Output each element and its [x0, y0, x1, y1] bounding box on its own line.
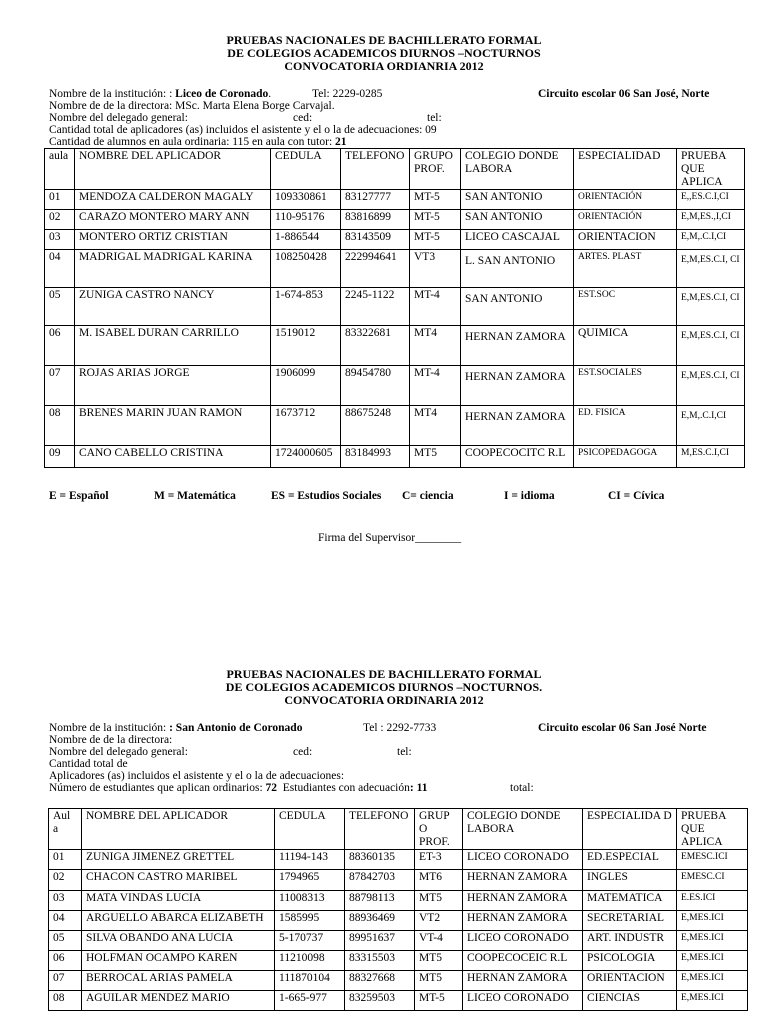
cell-name: CANO CABELLO CRISTINA — [75, 446, 271, 468]
cell-school: HERNAN ZAMORA — [463, 971, 583, 991]
cell-test: E,M,ES.C.I, CI — [677, 326, 745, 366]
col-header-cedula: CEDULA — [275, 809, 345, 850]
cell-cedula: 1585995 — [275, 911, 345, 931]
doc1-delegate: Nombre del delegado general: — [49, 112, 188, 124]
doc1-supervisor-signature: Firma del Supervisor________ — [318, 532, 462, 544]
cell-specialty: PSICOPEDAGOGA — [574, 446, 677, 468]
cell-school: SAN ANTONIO — [461, 210, 574, 230]
cell-school: COOPECOCITC R.L — [461, 446, 574, 468]
document-1 — [0, 33, 768, 544]
table-row — [49, 971, 748, 991]
cell-test: E,MES.ICI — [677, 991, 748, 1011]
cell-group: ET-3 — [415, 850, 463, 870]
doc2-delegate: Nombre del delegado general: — [49, 746, 188, 758]
cell-aula: 02 — [45, 210, 75, 230]
cell-school: SAN ANTONIO — [461, 288, 574, 326]
cell-school: HERNAN ZAMORA — [461, 366, 574, 406]
cell-group: MT5 — [415, 891, 463, 911]
cell-test: M,ES.C.I,CI — [677, 446, 745, 468]
doc2-total-line-2: Aplicadores (as) incluidos el asistente y el o la de adecuaciones: — [49, 770, 345, 782]
doc2-title-line-1: PRUEBAS NACIONALES DE BACHILLERATO FORMAL — [226, 667, 542, 681]
doc2-director: Nombre de de la directora: — [49, 734, 173, 746]
doc1-institution-label: Nombre de la institución: : — [49, 88, 173, 100]
doc1-header-row — [45, 149, 745, 190]
cell-name: MENDOZA CALDERON MAGALY — [75, 190, 271, 210]
doc2-students-adec: : 11 — [409, 782, 428, 794]
cell-phone: 83816899 — [341, 210, 410, 230]
cell-phone: 83322681 — [341, 326, 410, 366]
col-header-group: GRUPO PROF. — [410, 149, 461, 190]
cell-school: COOPECOCEIC R.L — [463, 951, 583, 971]
cell-cedula: 1724000605 — [271, 446, 341, 468]
cell-school: LICEO CORONADO — [463, 931, 583, 951]
cell-specialty: INGLES — [583, 870, 677, 891]
cell-cedula: 1-674-853 — [271, 288, 341, 326]
cell-aula: 08 — [49, 991, 82, 1011]
doc1-info — [49, 88, 768, 148]
cell-test: EMESC.ICI — [677, 850, 748, 870]
table-row — [45, 406, 745, 446]
cell-name: ZUNIGA CASTRO NANCY — [75, 288, 271, 326]
legend-item: ES = Estudios Sociales — [271, 490, 382, 502]
doc2-institution-label: Nombre de la institución: — [49, 722, 167, 734]
table-row — [45, 230, 745, 250]
cell-test: E.ES.ICI — [677, 891, 748, 911]
cell-specialty: EST.SOCIALES — [574, 366, 677, 406]
cell-name: CHACON CASTRO MARIBEL — [82, 870, 275, 891]
cell-specialty: ARTES. PLAST — [574, 250, 677, 288]
cell-name: BERROCAL ARIAS PAMELA — [82, 971, 275, 991]
col-header-test: PRUEBA QUE APLICA — [677, 149, 745, 190]
cell-phone: 83259503 — [345, 991, 415, 1011]
cell-cedula: 5-170737 — [275, 931, 345, 951]
cell-name: MATA VINDAS LUCIA — [82, 891, 275, 911]
cell-test: E,M,ES.C.I, CI — [677, 250, 745, 288]
cell-school: SAN ANTONIO — [461, 190, 574, 210]
table-row — [49, 951, 748, 971]
cell-aula: 01 — [49, 850, 82, 870]
cell-specialty: MATEMATICA — [583, 891, 677, 911]
cell-phone: 222994641 — [341, 250, 410, 288]
doc1-legend — [49, 490, 749, 504]
cell-cedula: 1794965 — [275, 870, 345, 891]
cell-specialty: ORIENTACIÓN — [574, 190, 677, 210]
cell-aula: 01 — [45, 190, 75, 210]
col-header-phone: TELEFONO — [345, 809, 415, 850]
cell-phone: 2245-1122 — [341, 288, 410, 326]
doc1-title-line-3: CONVOCATORIA ORDIANRIA 2012 — [284, 59, 484, 73]
cell-test: E,MES.ICI — [677, 951, 748, 971]
doc1-total-applicators: Cantidad total de aplicadores (as) incluidos el asistente y el o la de adecuaciones: 09 — [49, 124, 437, 136]
cell-group: MT-5 — [410, 190, 461, 210]
cell-phone: 89454780 — [341, 366, 410, 406]
cell-group: MT-5 — [415, 991, 463, 1011]
cell-test: E,,ES.C.I,CI — [677, 190, 745, 210]
cell-cedula: 1519012 — [271, 326, 341, 366]
col-header-name: NOMBRE DEL APLICADOR — [75, 149, 271, 190]
legend-item: E = Español — [49, 490, 109, 502]
cell-aula: 07 — [49, 971, 82, 991]
doc1-circuit: Circuito escolar 06 San José, Norte — [538, 88, 710, 100]
cell-name: SILVA OBANDO ANA LUCIA — [82, 931, 275, 951]
cell-name: CARAZO MONTERO MARY ANN — [75, 210, 271, 230]
cell-phone: 83127777 — [341, 190, 410, 210]
cell-specialty: ED.ESPECIAL — [583, 850, 677, 870]
doc1-institution-phone: Tel: 2229-0285 — [312, 88, 383, 100]
cell-cedula: 111870104 — [275, 971, 345, 991]
cell-name: AGUILAR MENDEZ MARIO — [82, 991, 275, 1011]
doc2-institution-value: : San Antonio de Coronado — [169, 722, 303, 734]
cell-name: ARGUELLO ABARCA ELIZABETH — [82, 911, 275, 931]
cell-cedula: 1906099 — [271, 366, 341, 406]
cell-school: L. SAN ANTONIO — [461, 250, 574, 288]
cell-cedula: 11194-143 — [275, 850, 345, 870]
cell-cedula: 11210098 — [275, 951, 345, 971]
cell-group: MT-5 — [410, 210, 461, 230]
doc1-title-line-2: DE COLEGIOS ACADEMICOS DIURNOS –NOCTURNOS — [227, 46, 541, 60]
cell-school: LICEO CORONADO — [463, 991, 583, 1011]
cell-specialty: ORIENTACION — [583, 971, 677, 991]
cell-test: E,M,ES.C.I, CI — [677, 288, 745, 326]
cell-specialty: ORIENTACION — [574, 230, 677, 250]
col-header-group: GRUP O PROF. — [415, 809, 463, 850]
cell-aula: 03 — [49, 891, 82, 911]
cell-name: M. ISABEL DURAN CARRILLO — [75, 326, 271, 366]
cell-test: E,MES.ICI — [677, 971, 748, 991]
doc2-total: total: — [510, 782, 534, 794]
doc2-students-ordinary: 72 — [265, 782, 278, 794]
cell-phone: 83143509 — [341, 230, 410, 250]
cell-aula: 06 — [49, 951, 82, 971]
cell-aula: 04 — [45, 250, 75, 288]
cell-specialty: QUIMICA — [574, 326, 677, 366]
doc2-title-line-2: DE COLEGIOS ACADEMICOS DIURNOS –NOCTURNOS. — [225, 680, 543, 694]
cell-phone: 88327668 — [345, 971, 415, 991]
cell-test: E,MES.ICI — [677, 931, 748, 951]
cell-cedula: 11008313 — [275, 891, 345, 911]
doc2-table-body — [49, 850, 748, 1011]
doc1-director: Nombre de de la directora: MSc. Marta Elena Borge Carvajal. — [49, 100, 335, 112]
cell-group: VT2 — [415, 911, 463, 931]
cell-group: MT5 — [415, 971, 463, 991]
cell-cedula: 1673712 — [271, 406, 341, 446]
cell-school: HERNAN ZAMORA — [461, 406, 574, 446]
cell-cedula: 1-886544 — [271, 230, 341, 250]
cell-aula: 06 — [45, 326, 75, 366]
doc2-institution-phone: Tel : 2292-7733 — [363, 722, 437, 734]
cell-aula: 05 — [45, 288, 75, 326]
doc2-circuit: Circuito escolar 06 San José Norte — [538, 722, 707, 734]
doc2-delegate-ced: ced: — [293, 746, 313, 758]
doc1-table-body — [45, 190, 745, 468]
doc1-institution-value: Liceo de Coronado — [175, 88, 269, 100]
col-header-test: PRUEBA QUE APLICA — [677, 809, 748, 850]
table-row — [49, 850, 748, 870]
cell-phone: 87842703 — [345, 870, 415, 891]
col-header-specialty: ESPECIALIDAD — [574, 149, 677, 190]
cell-cedula: 109330861 — [271, 190, 341, 210]
cell-group: VT-4 — [415, 931, 463, 951]
col-header-school: COLEGIO DONDE LABORA — [463, 809, 583, 850]
cell-test: E,M,.C.I,CI — [677, 230, 745, 250]
doc2-delegate-tel: tel: — [397, 746, 412, 758]
cell-school: LICEO CASCAJAL — [461, 230, 574, 250]
doc2-applicators-table — [48, 808, 748, 1011]
table-row — [45, 210, 745, 230]
cell-phone: 83184993 — [341, 446, 410, 468]
cell-name: HOLFMAN OCAMPO KAREN — [82, 951, 275, 971]
cell-specialty: EST.SOC — [574, 288, 677, 326]
cell-test: E,M,.C.I,CI — [677, 406, 745, 446]
table-row — [49, 931, 748, 951]
cell-name: ROJAS ARIAS JORGE — [75, 366, 271, 406]
cell-aula: 04 — [49, 911, 82, 931]
doc1-applicators-table — [44, 148, 745, 468]
cell-name: MADRIGAL MADRIGAL KARINA — [75, 250, 271, 288]
cell-aula: 09 — [45, 446, 75, 468]
col-header-aula: aula — [45, 149, 75, 190]
cell-test: E,M,ES.,I,CI — [677, 210, 745, 230]
document-2 — [0, 667, 768, 1004]
cell-group: MT4 — [410, 326, 461, 366]
legend-item: C= ciencia — [402, 490, 454, 502]
col-header-specialty: ESPECIALIDA D — [583, 809, 677, 850]
cell-group: MT4 — [410, 406, 461, 446]
table-row — [49, 891, 748, 911]
doc1-delegate-tel: tel: — [427, 112, 442, 124]
table-row — [45, 250, 745, 288]
doc1-title-line-1: PRUEBAS NACIONALES DE BACHILLERATO FORMAL — [226, 33, 542, 47]
doc2-title — [0, 668, 768, 707]
col-header-aula: Aul a — [49, 809, 82, 850]
cell-name: MONTERO ORTIZ CRISTIAN — [75, 230, 271, 250]
doc2-students-label: Número de estudiantes que aplican ordinarios: — [49, 782, 263, 794]
table-row — [49, 991, 748, 1011]
cell-aula: 08 — [45, 406, 75, 446]
doc2-title-line-3: CONVOCATORIA ORDINARIA 2012 — [284, 693, 484, 707]
cell-specialty: ART. INDUSTR — [583, 931, 677, 951]
cell-test: E,M,ES.C.I, CI — [677, 366, 745, 406]
cell-cedula: 110-95176 — [271, 210, 341, 230]
cell-group: MT6 — [415, 870, 463, 891]
doc2-header-row — [49, 809, 748, 850]
cell-phone: 83315503 — [345, 951, 415, 971]
cell-specialty: PSICOLOGIA — [583, 951, 677, 971]
doc1-title — [0, 34, 768, 73]
cell-name: ZUNIGA JIMENEZ GRETTEL — [82, 850, 275, 870]
cell-phone: 89951637 — [345, 931, 415, 951]
col-header-cedula: CEDULA — [271, 149, 341, 190]
cell-test: EMESC.CI — [677, 870, 748, 891]
doc1-institution-period: . — [268, 88, 272, 100]
cell-phone: 88936469 — [345, 911, 415, 931]
col-header-school: COLEGIO DONDE LABORA — [461, 149, 574, 190]
table-row — [45, 446, 745, 468]
cell-specialty: ORIENTACIÓN — [574, 210, 677, 230]
cell-group: VT3 — [410, 250, 461, 288]
doc2-students-adec-label: Estudiantes con adecuación — [282, 782, 410, 794]
cell-aula: 02 — [49, 870, 82, 891]
cell-specialty: SECRETARIAL — [583, 911, 677, 931]
cell-school: HERNAN ZAMORA — [463, 891, 583, 911]
doc1-students-label: Cantidad de alumnos en aula ordinaria: 115 en aula con tutor: — [49, 136, 333, 148]
legend-item: I = idioma — [504, 490, 555, 502]
legend-item: M = Matemática — [154, 490, 236, 502]
table-row — [49, 870, 748, 891]
cell-aula: 07 — [45, 366, 75, 406]
cell-school: HERNAN ZAMORA — [463, 911, 583, 931]
cell-cedula: 108250428 — [271, 250, 341, 288]
cell-school: HERNAN ZAMORA — [461, 326, 574, 366]
doc2-info — [49, 722, 768, 794]
table-row — [49, 911, 748, 931]
cell-group: MT-5 — [410, 230, 461, 250]
doc1-students-tutor: 21 — [335, 136, 347, 148]
cell-aula: 05 — [49, 931, 82, 951]
cell-group: MT-4 — [410, 366, 461, 406]
doc1-delegate-ced: ced: — [293, 112, 313, 124]
cell-specialty: CIENCIAS — [583, 991, 677, 1011]
cell-aula: 03 — [45, 230, 75, 250]
col-header-name: NOMBRE DEL APLICADOR — [82, 809, 275, 850]
table-row — [45, 326, 745, 366]
table-row — [45, 190, 745, 210]
cell-specialty: ED. FISICA — [574, 406, 677, 446]
cell-group: MT-4 — [410, 288, 461, 326]
cell-phone: 88360135 — [345, 850, 415, 870]
cell-cedula: 1-665-977 — [275, 991, 345, 1011]
cell-test: E,MES.ICI — [677, 911, 748, 931]
cell-group: MT5 — [410, 446, 461, 468]
cell-phone: 88675248 — [341, 406, 410, 446]
doc2-total-line-1: Cantidad total de — [49, 758, 128, 770]
table-row — [45, 288, 745, 326]
legend-item: CI = Cívica — [608, 490, 665, 502]
col-header-phone: TELEFONO — [341, 149, 410, 190]
cell-phone: 88798113 — [345, 891, 415, 911]
cell-group: MT5 — [415, 951, 463, 971]
cell-school: LICEO CORONADO — [463, 850, 583, 870]
cell-name: BRENES MARIN JUAN RAMON — [75, 406, 271, 446]
cell-school: HERNAN ZAMORA — [463, 870, 583, 891]
table-row — [45, 366, 745, 406]
